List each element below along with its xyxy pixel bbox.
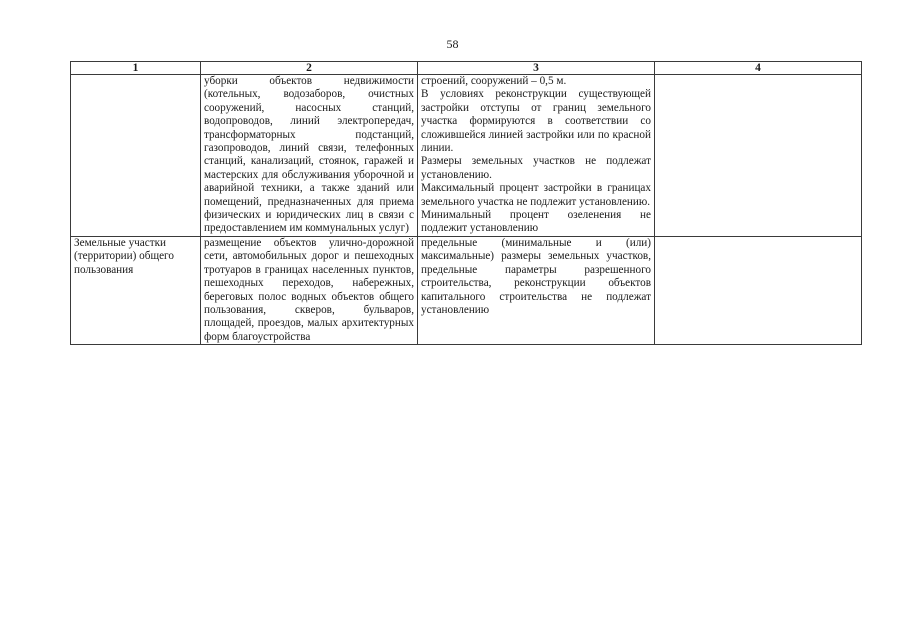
table-cell-parameters — [418, 75, 655, 237]
table-row — [71, 75, 862, 237]
zoning-table — [70, 61, 862, 345]
cell-paragraph: строений, сооружений – 0,5 м. — [421, 75, 567, 87]
table-row — [71, 236, 862, 344]
column-header-1: 1 — [71, 62, 201, 75]
table-cell-permitted-use — [201, 75, 418, 237]
table-cell-permitted-use — [201, 236, 418, 344]
table-cell-notes — [655, 75, 862, 237]
table-cell-land-type — [71, 236, 201, 344]
cell-paragraph: предельные (минимальные и (или) максимальные) размеры земельных участков, предельные параметры разрешенного строительства, реконструкции объектов капитального строительства не подлежат установлению — [421, 236, 651, 316]
cell-text: Земельные участки (территории) общего пользования — [74, 236, 174, 276]
table-header-row — [71, 62, 862, 75]
table-cell-parameters — [418, 236, 655, 344]
cell-paragraph: Минимальный процент озеленения не подлежит установлению — [421, 209, 651, 235]
table-cell-land-type — [71, 75, 201, 237]
cell-text: размещение объектов улично-дорожной сети, автомобильных дорог и пешеходных тротуаров в границах населенных пунктов, пешеходных переходов, набережных, береговых полос водных объектов общего пользования, скверов, бульваров, площадей, проездов, малых архитектурных форм благоустройства — [204, 236, 414, 343]
cell-paragraph: Максимальный процент застройки в границах земельного участка не подлежит установлению. — [421, 182, 651, 208]
cell-paragraph: В условиях реконструкции существующей застройки отступы от границ земельного участка формируются в соответствии со сложившейся линией застройки или по красной линии. — [421, 88, 651, 155]
column-header-2: 2 — [201, 62, 418, 75]
page-number: 58 — [446, 37, 459, 51]
cell-paragraph: Размеры земельных участков не подлежат установлению. — [421, 155, 651, 181]
cell-text: уборки объектов недвижимости (котельных, водозаборов, очистных сооружений, насосных станций, водопроводов, линий электропередач, трансформаторных подстанций, газопроводов, линий связи, телефонных станций, канализаций, стоянок, гаражей и мастерских для обслуживания уборочной и аварийной техники, а также зданий или помещений, предназначенных для приема физических и юридических лиц в связи с предоставлением им коммунальных услуг) — [204, 75, 414, 235]
column-header-4: 4 — [655, 62, 862, 75]
column-header-3: 3 — [418, 62, 655, 75]
table-cell-notes — [655, 236, 862, 344]
